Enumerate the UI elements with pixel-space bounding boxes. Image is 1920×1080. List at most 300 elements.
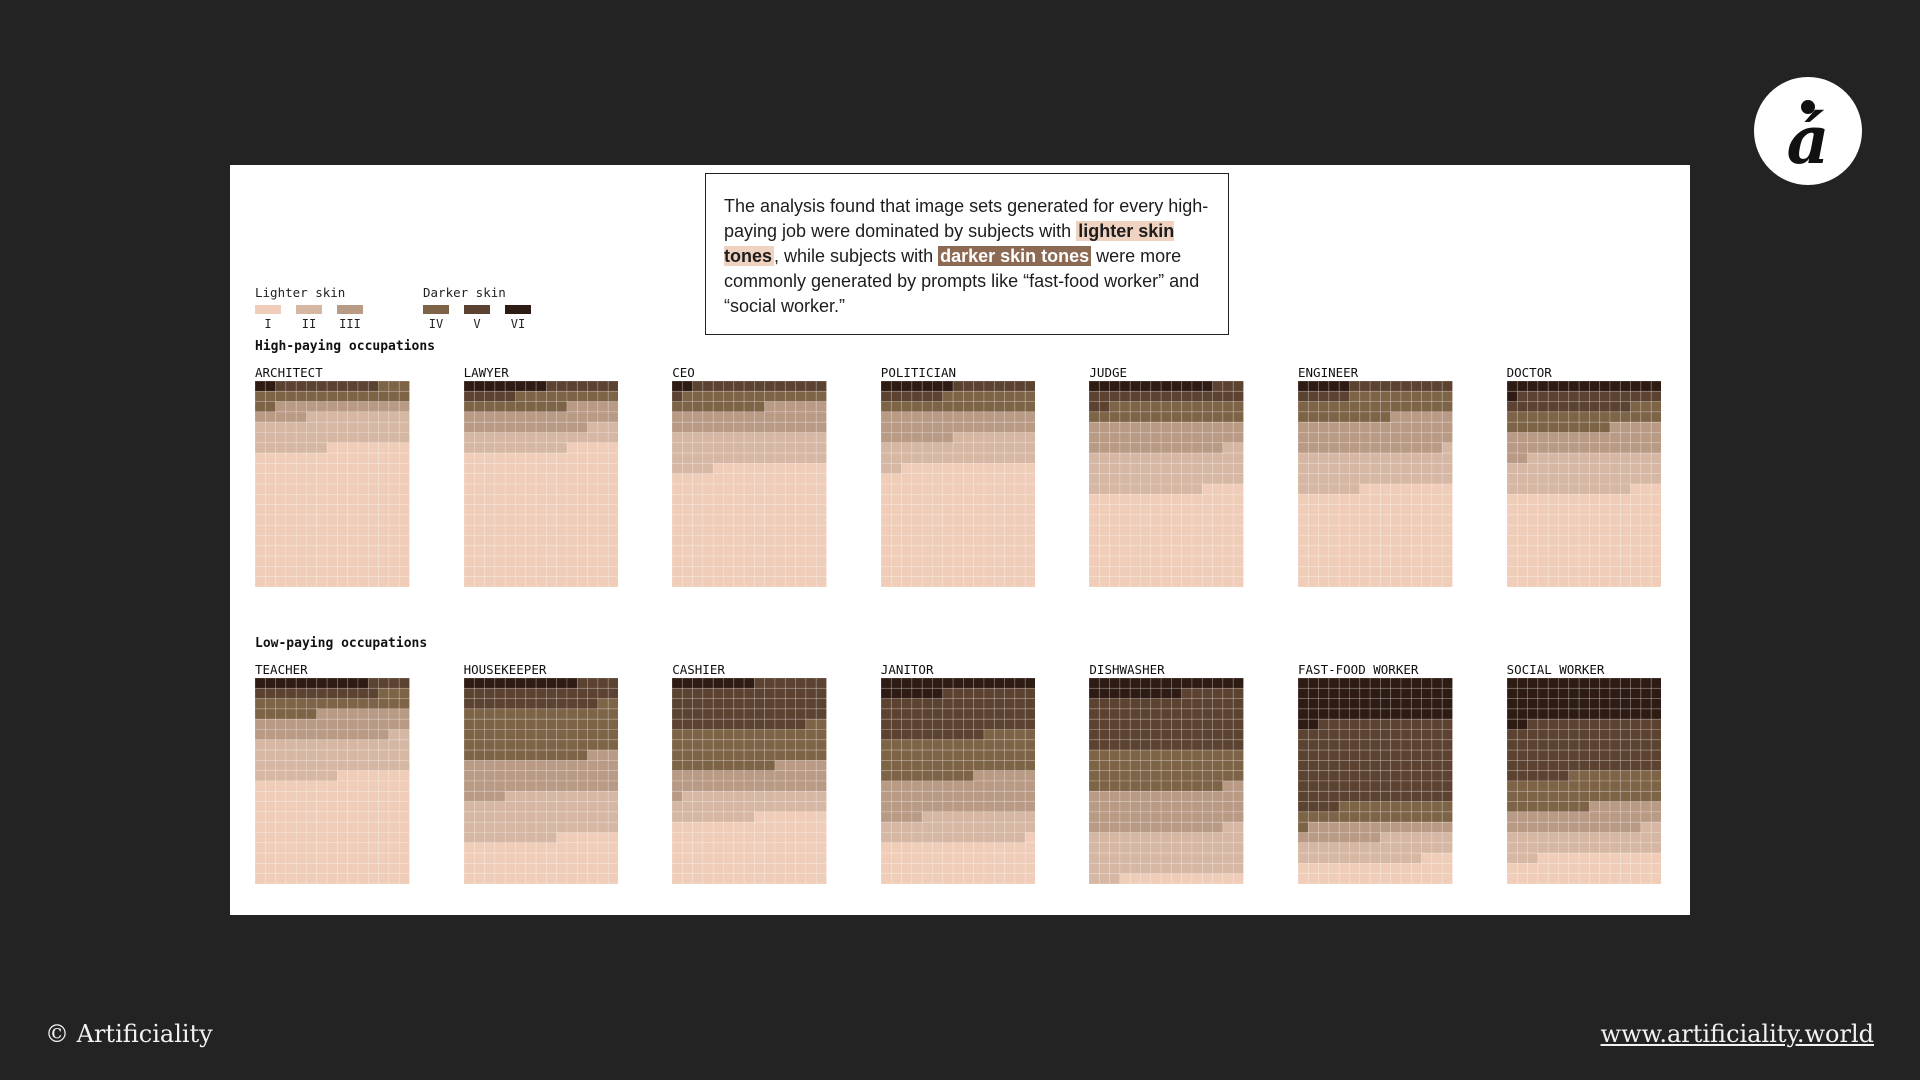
waffle-cell-type-v: [734, 719, 744, 729]
waffle-cell-type-iv: [1579, 422, 1589, 432]
waffle-cell-type-vi: [901, 688, 911, 698]
waffle-cell-type-ii: [1203, 453, 1213, 463]
artificiality-logo-icon[interactable]: [1754, 77, 1862, 185]
waffle-cell-type-i: [265, 802, 275, 812]
waffle-cell-type-ii: [816, 433, 826, 443]
waffle-cell-type-v: [1401, 771, 1411, 781]
waffle-cell-type-iii: [317, 709, 327, 719]
waffle-cell-type-iii: [577, 412, 587, 422]
waffle-cell-type-i: [755, 843, 765, 853]
waffle-cell-type-iii: [1432, 412, 1442, 422]
waffle-cell-type-v: [785, 699, 795, 709]
waffle-cell-type-i: [734, 546, 744, 556]
waffle-cell-type-i: [327, 484, 337, 494]
waffle-cell-type-iii: [672, 781, 682, 791]
waffle-cell-type-iv: [1120, 402, 1130, 412]
waffle-cell-type-iii: [693, 771, 703, 781]
waffle-cell-type-iii: [1610, 802, 1620, 812]
waffle-cell-type-i: [785, 853, 795, 863]
chart-label: SOCIAL WORKER: [1506, 662, 1605, 677]
waffle-cell-type-i: [1568, 515, 1578, 525]
waffle-cell-type-iii: [1004, 802, 1014, 812]
waffle-cell-type-ii: [1004, 433, 1014, 443]
waffle-cell-type-v: [1527, 402, 1537, 412]
waffle-cell-type-iv: [556, 730, 566, 740]
waffle-cell-type-i: [1411, 505, 1421, 515]
waffle-cell-type-i: [337, 505, 347, 515]
waffle-cell-type-i: [337, 484, 347, 494]
waffle-cell-type-vi: [1161, 688, 1171, 698]
waffle-cell-type-ii: [587, 433, 597, 443]
waffle-cell-type-iv: [1120, 412, 1130, 422]
waffle-cell-type-vi: [1172, 678, 1182, 688]
waffle-cell-type-i: [1610, 505, 1620, 515]
waffle-cell-type-i: [932, 494, 942, 504]
waffle-cell-type-ii: [1161, 463, 1171, 473]
waffle-cell-type-iv: [1579, 412, 1589, 422]
waffle-cell-type-iv: [775, 740, 785, 750]
waffle-cell-type-i: [943, 577, 953, 587]
waffle-cell-type-ii: [1391, 453, 1401, 463]
waffle-cell-type-i: [587, 566, 597, 576]
waffle-cell-type-iv: [816, 740, 826, 750]
waffle-cell-type-i: [265, 453, 275, 463]
waffle-cell-type-iii: [265, 719, 275, 729]
waffle-cell-type-iii: [775, 412, 785, 422]
waffle-cell-type-ii: [587, 812, 597, 822]
waffle-cell-type-ii: [775, 453, 785, 463]
waffle-cell-type-vi: [912, 381, 922, 391]
waffle-cell-type-iii: [1203, 791, 1213, 801]
waffle-cell-type-i: [1350, 494, 1360, 504]
waffle-cell-type-ii: [286, 740, 296, 750]
waffle-cell-type-i: [796, 536, 806, 546]
waffle-cell-type-ii: [775, 443, 785, 453]
waffle-cell-type-i: [536, 505, 546, 515]
waffle-cell-type-iv: [546, 402, 556, 412]
waffle-cell-type-iv: [1507, 781, 1517, 791]
waffle-cell-type-i: [744, 577, 754, 587]
waffle-cell-type-vi: [1610, 678, 1620, 688]
waffle-cell-type-i: [525, 536, 535, 546]
waffle-cell-type-iii: [1025, 802, 1035, 812]
waffle-cell-type-i: [577, 863, 587, 873]
waffle-cell-type-v: [672, 719, 682, 729]
waffle-cell-type-v: [703, 381, 713, 391]
waffle-cell-type-iv: [317, 699, 327, 709]
waffle-cell-type-i: [953, 843, 963, 853]
waffle-cell-type-ii: [1015, 812, 1025, 822]
waffle-cell-type-v: [1548, 719, 1558, 729]
waffle-cell-type-i: [1651, 525, 1661, 535]
waffle-cell-type-i: [901, 525, 911, 535]
waffle-cell-type-iii: [1610, 812, 1620, 822]
waffle-cell-type-i: [1558, 494, 1568, 504]
waffle-cell-type-i: [922, 494, 932, 504]
waffle-cell-type-i: [765, 874, 775, 884]
waffle-cell-type-ii: [1141, 453, 1151, 463]
waffle-cell-type-vi: [327, 678, 337, 688]
waffle-cell-type-i: [672, 536, 682, 546]
waffle-cell-type-vi: [1110, 381, 1120, 391]
waffle-cell-type-v: [1568, 750, 1578, 760]
waffle-cell-type-v: [296, 381, 306, 391]
waffle-cell-type-ii: [724, 791, 734, 801]
waffle-cell-type-iii: [994, 802, 1004, 812]
waffle-cell-type-iii: [1422, 422, 1432, 432]
waffle-cell-type-i: [358, 791, 368, 801]
waffle-cell-type-i: [389, 536, 399, 546]
waffle-cell-type-iv: [816, 750, 826, 760]
waffle-cell-type-iii: [608, 771, 618, 781]
waffle-cell-type-iii: [912, 412, 922, 422]
waffle-cell-type-i: [379, 546, 389, 556]
waffle-cell-type-iv: [1100, 760, 1110, 770]
waffle-cell-type-iv: [556, 740, 566, 750]
waffle-cell-type-iii: [1161, 812, 1171, 822]
waffle-cell-type-vi: [922, 688, 932, 698]
waffle-cell-type-iii: [1329, 822, 1339, 832]
waffle-cell-type-iv: [1025, 402, 1035, 412]
waffle-cell-type-vi: [1339, 709, 1349, 719]
waffle-cell-type-i: [286, 833, 296, 843]
waffle-cell-type-v: [464, 688, 474, 698]
waffle-cell-type-ii: [358, 750, 368, 760]
waffle-cell-type-v: [1141, 730, 1151, 740]
waffle-cell-type-i: [724, 833, 734, 843]
waffle-cell-type-iv: [1640, 791, 1650, 801]
waffle-cell-type-iv: [556, 709, 566, 719]
waffle-cell-type-i: [317, 463, 327, 473]
waffle-cell-type-iv: [693, 402, 703, 412]
waffle-cell-type-iii: [597, 412, 607, 422]
waffle-cell-type-ii: [1548, 484, 1558, 494]
waffle-cell-type-iv: [1319, 402, 1329, 412]
waffle-cell-type-ii: [1360, 453, 1370, 463]
waffle-cell-type-v: [1651, 740, 1661, 750]
waffle-cell-type-v: [1507, 730, 1517, 740]
waffle-cell-type-v: [1507, 760, 1517, 770]
waffle-cell-type-i: [464, 515, 474, 525]
waffle-grid: [881, 381, 1036, 587]
waffle-cell-type-i: [765, 463, 775, 473]
waffle-cell-type-i: [922, 474, 932, 484]
waffle-cell-type-iii: [1380, 422, 1390, 432]
waffle-cell-type-i: [546, 453, 556, 463]
waffle-cell-type-ii: [1151, 463, 1161, 473]
waffle-cell-type-ii: [567, 433, 577, 443]
waffle-cell-type-v: [1391, 740, 1401, 750]
waffle-cell-type-vi: [1319, 699, 1329, 709]
waffle-cell-type-v: [881, 709, 891, 719]
waffle-cell-type-ii: [1527, 484, 1537, 494]
waffle-cell-type-i: [515, 546, 525, 556]
waffle-cell-type-vi: [1599, 381, 1609, 391]
waffle-cell-type-ii: [474, 822, 484, 832]
waffle-cell-type-ii: [1203, 833, 1213, 843]
waffle-cell-type-i: [1203, 546, 1213, 556]
waffle-cell-type-i: [901, 484, 911, 494]
waffle-cell-type-iii: [577, 422, 587, 432]
waffle-cell-type-ii: [567, 812, 577, 822]
waffle-cell-type-iv: [1329, 402, 1339, 412]
waffle-cell-type-v: [1360, 381, 1370, 391]
waffle-cell-type-i: [255, 812, 265, 822]
waffle-cell-type-v: [1610, 750, 1620, 760]
waffle-cell-type-iv: [963, 740, 973, 750]
waffle-cell-type-iv: [734, 750, 744, 760]
waffle-cell-type-ii: [1350, 853, 1360, 863]
waffle-cell-type-i: [296, 525, 306, 535]
waffle-cell-type-iv: [1298, 822, 1308, 832]
waffle-cell-type-iii: [1558, 812, 1568, 822]
waffle-cell-type-i: [932, 463, 942, 473]
waffle-cell-type-i: [755, 536, 765, 546]
waffle-cell-type-ii: [525, 433, 535, 443]
waffle-cell-type-i: [327, 494, 337, 504]
waffle-cell-type-i: [672, 843, 682, 853]
waffle-cell-type-ii: [327, 433, 337, 443]
waffle-cell-type-v: [1350, 791, 1360, 801]
waffle-cell-type-i: [255, 453, 265, 463]
waffle-cell-type-v: [881, 719, 891, 729]
waffle-cell-type-i: [922, 515, 932, 525]
waffle-cell-type-vi: [1548, 381, 1558, 391]
waffle-cell-type-i: [1568, 853, 1578, 863]
waffle-cell-type-i: [943, 556, 953, 566]
waffle-cell-type-iii: [963, 781, 973, 791]
waffle-cell-type-iv: [984, 740, 994, 750]
waffle-cell-type-ii: [597, 812, 607, 822]
waffle-cell-type-iii: [536, 422, 546, 432]
waffle-cell-type-iv: [464, 719, 474, 729]
waffle-cell-type-iv: [1350, 412, 1360, 422]
waffle-cell-type-i: [1401, 515, 1411, 525]
waffle-cell-type-ii: [556, 802, 566, 812]
waffle-cell-type-i: [1025, 566, 1035, 576]
waffle-cell-type-v: [276, 381, 286, 391]
waffle-cell-type-vi: [1203, 381, 1213, 391]
waffle-cell-type-i: [693, 874, 703, 884]
waffle-cell-type-i: [922, 566, 932, 576]
waffle-cell-type-i: [296, 556, 306, 566]
waffle-cell-type-i: [494, 525, 504, 535]
waffle-cell-type-ii: [255, 750, 265, 760]
waffle-cell-type-i: [1422, 556, 1432, 566]
waffle-cell-type-iii: [755, 781, 765, 791]
waffle-cell-type-vi: [1151, 688, 1161, 698]
waffle-cell-type-v: [912, 699, 922, 709]
waffle-cell-type-i: [317, 525, 327, 535]
waffle-cell-type-v: [1548, 760, 1558, 770]
waffle-cell-type-i: [1401, 494, 1411, 504]
waffle-cell-type-vi: [1120, 678, 1130, 688]
waffle-cell-type-iii: [1411, 412, 1421, 422]
waffle-cell-type-i: [881, 536, 891, 546]
waffle-cell-type-i: [1610, 525, 1620, 535]
waffle-cell-type-iv: [484, 719, 494, 729]
waffle-cell-type-i: [474, 463, 484, 473]
waffle-cell-type-iii: [1141, 802, 1151, 812]
waffle-cell-type-i: [379, 874, 389, 884]
waffle-cell-type-v: [1192, 709, 1202, 719]
waffle-cell-type-i: [713, 833, 723, 843]
waffle-cell-type-ii: [1004, 833, 1014, 843]
waffle-cell-type-v: [1182, 740, 1192, 750]
waffle-cell-type-i: [1192, 556, 1202, 566]
waffle-cell-type-i: [255, 505, 265, 515]
waffle-cell-type-ii: [1234, 843, 1244, 853]
waffle-cell-type-ii: [1110, 453, 1120, 463]
waffle-cell-type-iii: [1422, 822, 1432, 832]
waffle-cell-type-i: [963, 484, 973, 494]
waffle-cell-type-v: [1308, 802, 1318, 812]
waffle-cell-type-v: [1350, 730, 1360, 740]
waffle-cell-type-iii: [1089, 822, 1099, 832]
waffle-cell-type-ii: [358, 433, 368, 443]
waffle-cell-type-i: [1192, 515, 1202, 525]
waffle-cell-type-iii: [881, 433, 891, 443]
waffle-cell-type-vi: [317, 678, 327, 688]
waffle-cell-type-vi: [1442, 709, 1452, 719]
waffle-cell-type-ii: [296, 771, 306, 781]
waffle-cell-type-vi: [1192, 678, 1202, 688]
waffle-cell-type-iii: [1350, 822, 1360, 832]
waffle-cell-type-i: [1411, 863, 1421, 873]
waffle-cell-type-iii: [816, 402, 826, 412]
waffle-cell-type-i: [505, 853, 515, 863]
waffle-cell-type-v: [796, 709, 806, 719]
waffle-cell-type-iv: [399, 688, 409, 698]
waffle-cell-type-v: [1568, 719, 1578, 729]
waffle-cell-type-iv: [1015, 402, 1025, 412]
waffle-cell-type-i: [515, 556, 525, 566]
waffle-cell-type-ii: [682, 433, 692, 443]
waffle-cell-type-i: [816, 566, 826, 576]
waffle-cell-type-iii: [1089, 812, 1099, 822]
waffle-cell-type-i: [1350, 525, 1360, 535]
waffle-cell-type-i: [755, 494, 765, 504]
waffle-cell-type-vi: [1589, 678, 1599, 688]
waffle-cell-type-iii: [337, 730, 347, 740]
waffle-cell-type-ii: [1089, 853, 1099, 863]
website-link[interactable]: www.artificiality.world: [1600, 1020, 1874, 1048]
waffle-cell-type-ii: [296, 433, 306, 443]
waffle-cell-type-v: [368, 381, 378, 391]
waffle-cell-type-v: [1579, 740, 1589, 750]
waffle-cell-type-vi: [1422, 699, 1432, 709]
waffle-cell-type-v: [1548, 402, 1558, 412]
waffle-cell-type-i: [379, 853, 389, 863]
waffle-cell-type-v: [1015, 381, 1025, 391]
waffle-cell-type-ii: [1579, 463, 1589, 473]
waffle-cell-type-iii: [912, 791, 922, 801]
waffle-cell-type-i: [265, 577, 275, 587]
waffle-cell-type-v: [1579, 760, 1589, 770]
waffle-cell-type-v: [943, 699, 953, 709]
waffle-cell-type-i: [255, 556, 265, 566]
waffle-cell-type-iii: [922, 802, 932, 812]
waffle-cell-type-iv: [337, 391, 347, 401]
waffle-cell-type-v: [1223, 740, 1233, 750]
waffle-cell-type-v: [1568, 402, 1578, 412]
waffle-cell-type-i: [577, 453, 587, 463]
waffle-cell-type-iii: [765, 422, 775, 432]
waffle-cell-type-iii: [464, 760, 474, 770]
waffle-cell-type-iv: [1507, 412, 1517, 422]
waffle-cell-type-v: [994, 688, 1004, 698]
waffle-cell-type-i: [963, 515, 973, 525]
waffle-cell-type-vi: [474, 381, 484, 391]
waffle-cell-type-i: [358, 771, 368, 781]
waffle-cell-type-iii: [286, 730, 296, 740]
waffle-cell-type-iii: [515, 412, 525, 422]
waffle-cell-type-i: [984, 843, 994, 853]
waffle-cell-type-ii: [494, 443, 504, 453]
waffle-cell-type-iv: [682, 750, 692, 760]
waffle-cell-type-vi: [1329, 709, 1339, 719]
waffle-cell-type-v: [1640, 730, 1650, 740]
waffle-cell-type-i: [546, 863, 556, 873]
waffle-cell-type-vi: [1192, 381, 1202, 391]
waffle-cell-type-i: [327, 474, 337, 484]
waffle-cell-type-ii: [1100, 453, 1110, 463]
waffle-cell-type-i: [1589, 577, 1599, 587]
waffle-cell-type-iv: [881, 740, 891, 750]
waffle-cell-type-iv: [577, 750, 587, 760]
waffle-cell-type-iii: [1651, 433, 1661, 443]
waffle-cell-type-i: [1089, 577, 1099, 587]
waffle-cell-type-i: [1507, 577, 1517, 587]
waffle-cell-type-iv: [1620, 771, 1630, 781]
waffle-cell-type-i: [1161, 536, 1171, 546]
waffle-cell-type-v: [693, 709, 703, 719]
waffle-cell-type-i: [368, 474, 378, 484]
waffle-cell-type-i: [1234, 874, 1244, 884]
waffle-cell-type-ii: [943, 833, 953, 843]
waffle-cell-type-i: [724, 525, 734, 535]
waffle-cell-type-iv: [1025, 750, 1035, 760]
waffle-cell-type-i: [891, 863, 901, 873]
waffle-cell-type-i: [265, 566, 275, 576]
waffle-cell-type-iii: [682, 412, 692, 422]
waffle-cell-type-i: [901, 494, 911, 504]
waffle-cell-type-iv: [276, 699, 286, 709]
waffle-cell-type-iv: [255, 709, 265, 719]
waffle-cell-type-i: [307, 505, 317, 515]
waffle-cell-type-i: [703, 853, 713, 863]
waffle-cell-type-i: [1161, 556, 1171, 566]
waffle-cell-type-v: [1422, 719, 1432, 729]
waffle-cell-type-i: [1025, 843, 1035, 853]
waffle-cell-type-i: [389, 771, 399, 781]
waffle-cell-type-iv: [1110, 412, 1120, 422]
waffle-cell-type-vi: [1329, 381, 1339, 391]
waffle-cell-type-i: [744, 853, 754, 863]
waffle-cell-type-i: [1172, 515, 1182, 525]
waffle-cell-type-ii: [484, 833, 494, 843]
waffle-cell-type-vi: [703, 678, 713, 688]
waffle-cell-type-i: [1442, 536, 1452, 546]
waffle-cell-type-vi: [1568, 381, 1578, 391]
waffle-cell-type-i: [399, 443, 409, 453]
waffle-cell-type-v: [765, 678, 775, 688]
waffle-cell-type-i: [1213, 546, 1223, 556]
waffle-cell-type-ii: [608, 791, 618, 801]
waffle-cell-type-vi: [1630, 709, 1640, 719]
waffle-cell-type-vi: [515, 381, 525, 391]
waffle-cell-type-i: [796, 556, 806, 566]
